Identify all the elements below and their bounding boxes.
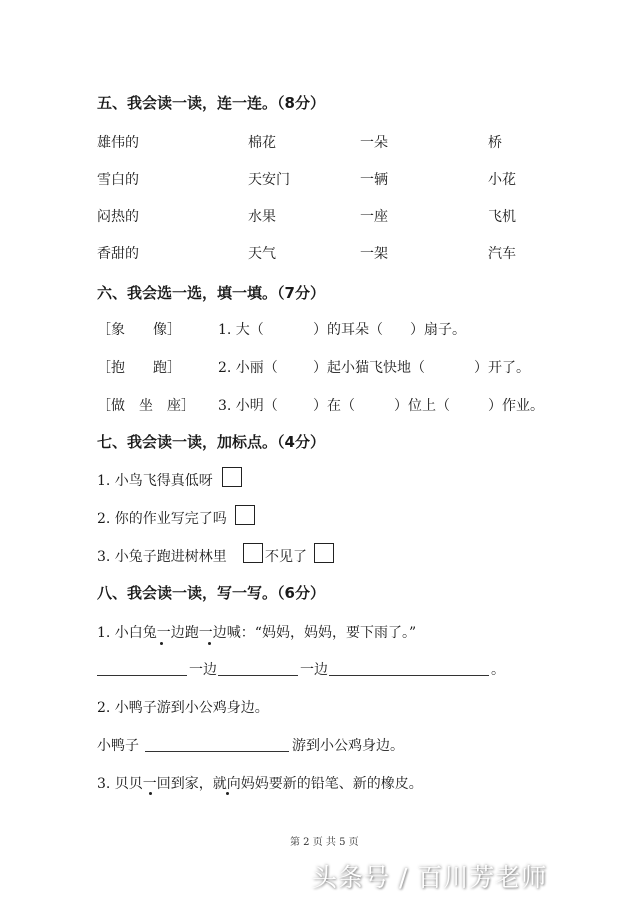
word-item: 天气 [248, 246, 276, 262]
word-item: 一辆 [360, 172, 388, 188]
fill-text: 一边 [300, 662, 328, 678]
question-text: 2. 你的作业写完了吗 [97, 511, 227, 527]
question-text: 2. 小鸭子游到小公鸡身边。 [97, 700, 269, 716]
punctuation-box[interactable] [235, 505, 255, 525]
word-item: 雪白的 [97, 172, 139, 188]
word-item: 桥 [488, 135, 502, 151]
word-item: 闷热的 [97, 209, 139, 225]
question-text: 2. 小丽（ [218, 360, 278, 376]
answer-blank[interactable] [329, 675, 489, 676]
answer-blank[interactable] [145, 751, 289, 752]
section7-heading: 七、我会读一读，加标点。（4分） [97, 433, 325, 451]
question-text: ）的耳朵（ [313, 322, 383, 338]
question-text: ）扇子。 [410, 322, 466, 338]
choice-bracket: ［做 坐 座］ [97, 398, 195, 414]
word-item: 香甜的 [97, 246, 139, 262]
word-item: 小花 [488, 172, 516, 188]
word-item: 飞机 [488, 209, 516, 225]
question-text: 1. 小白兔一边跑一边喊：“妈妈，妈妈，要下雨了。” [97, 625, 417, 641]
punctuation-box[interactable] [314, 543, 334, 563]
fill-text: 游到小公鸡身边。 [292, 738, 404, 754]
question-text: 3. 小兔子跑进树林里 [97, 549, 227, 565]
word-item: 雄伟的 [97, 135, 139, 151]
emphasis-dot [149, 792, 152, 795]
section5-heading: 五、我会读一读，连一连。（8分） [97, 94, 325, 112]
word-item: 天安门 [248, 172, 290, 188]
question-text: ）起小猫飞快地（ [313, 360, 425, 376]
answer-blank[interactable] [97, 675, 187, 676]
punctuation-box[interactable] [222, 467, 242, 487]
word-item: 一朵 [360, 135, 388, 151]
fill-text: 一边 [189, 662, 217, 678]
word-item: 汽车 [488, 246, 516, 262]
answer-blank[interactable] [218, 675, 298, 676]
word-item: 一架 [360, 246, 388, 262]
section8-heading: 八、我会读一读，写一写。（6分） [97, 584, 325, 602]
question-text: ）在（ [313, 398, 355, 414]
punctuation-box[interactable] [243, 543, 263, 563]
question-text: 不见了 [265, 549, 307, 565]
emphasis-dot [160, 642, 163, 645]
choice-bracket: ［象 像］ [97, 322, 181, 338]
page-number: 第 2 页 共 5 页 [290, 837, 359, 848]
section6-heading: 六、我会选一选，填一填。（7分） [97, 284, 325, 302]
question-text: 3. 贝贝一回到家，就向妈妈要新的铅笔、新的橡皮。 [97, 776, 423, 792]
word-item: 水果 [248, 209, 276, 225]
watermark: 头条号 / 百川芳老师 [312, 863, 548, 892]
choice-bracket: ［抱 跑］ [97, 360, 181, 376]
question-text: ）作业。 [488, 398, 544, 414]
word-item: 一座 [360, 209, 388, 225]
emphasis-dot [208, 642, 211, 645]
question-text: 1. 大（ [218, 322, 264, 338]
fill-text: 。 [491, 662, 505, 678]
question-text: 3. 小明（ [218, 398, 278, 414]
fill-text: 小鸭子 [97, 738, 139, 754]
question-text: ）位上（ [394, 398, 450, 414]
word-item: 棉花 [248, 135, 276, 151]
emphasis-dot [226, 792, 229, 795]
question-text: 1. 小鸟飞得真低呀 [97, 473, 213, 489]
question-text: ）开了。 [474, 360, 530, 376]
